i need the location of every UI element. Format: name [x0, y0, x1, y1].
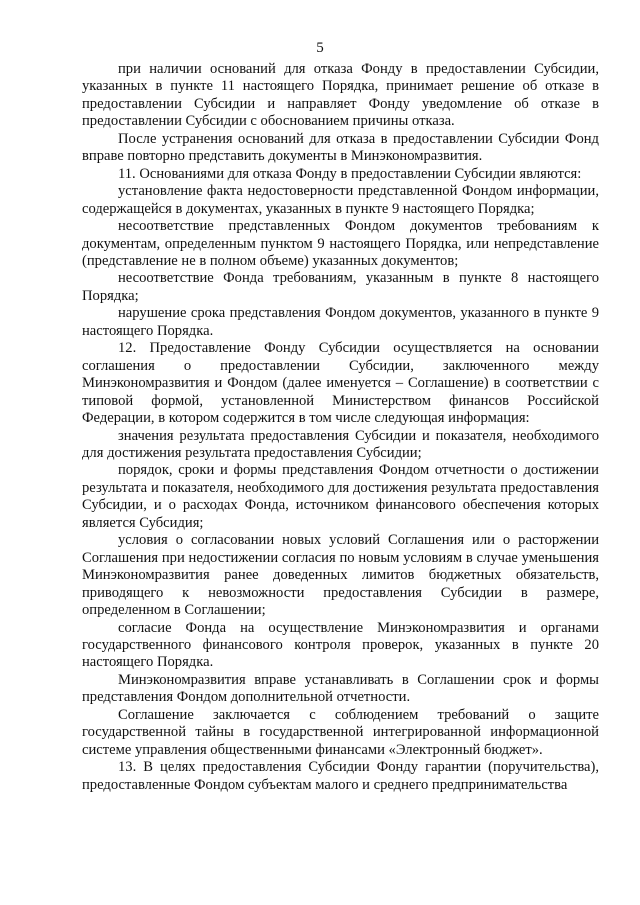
- paragraph-section-12-agreement: 12. Предоставление Фонду Субсидии осуществляется на основании соглашения о предоставлении Субсидии, заключенного между Минэкономразвития и Фондом (далее именуется – Соглашение) в соответствии с типовой формой, установленной Министерством финансов Российской Федерации, в котором содержится в том числе следующая информация:: [82, 340, 599, 427]
- paragraph-agreement-new-terms: условия о согласовании новых условий Соглашения или о расторжении Соглашения при недостижении согласия по новым условиям в случае уменьшения Минэкономразвития ранее доведенных лимитов бюджетных обязательств, приводящего к невозможности предоставления Субсидии в размере, определенном в Соглашении;: [82, 532, 599, 619]
- document-body: [82, 61, 599, 794]
- page-number: 5: [316, 40, 324, 56]
- paragraph-section-13-guarantees: 13. В целях предоставления Субсидии Фонду гарантии (поручительства), предоставленные Фондом субъектам малого и среднего предпринимательства: [82, 759, 599, 793]
- paragraph-ground-unreliable-info: установление факта недостоверности представленной Фондом информации, содержащейся в документах, указанных в пункте 9 настоящего Порядка;: [82, 183, 599, 217]
- paragraph-ground-documents-mismatch: несоответствие представленных Фондом документов требованиям к документам, определенным пунктом 9 настоящего Порядка, или непредставление (представление не в полном объеме) указанных документов;: [82, 218, 599, 269]
- paragraph-agreement-result-values: значения результата предоставления Субсидии и показателя, необходимого для достижения результата предоставления Субсидии;: [82, 427, 599, 461]
- paragraph-agreement-audit-consent: согласие Фонда на осуществление Минэкономразвития и органами государственного финансового контроля проверок, указанных в пункте 20 настоящего Порядка.: [82, 619, 599, 671]
- paragraph-additional-reporting: Минэкономразвития вправе устанавливать в Соглашении срок и формы представления Фондом дополнительной отчетности.: [82, 671, 599, 706]
- paragraph-state-secret: Соглашение заключается с соблюдением требований о защите государственной тайны в государственной интегрированной информационной системе управления общественными финансами «Электронный бюджет».: [82, 706, 599, 758]
- paragraph-section-11-intro: 11. Основаниями для отказа Фонду в предоставлении Субсидии являются:: [118, 165, 582, 182]
- paragraph-ground-fund-mismatch: несоответствие Фонда требованиям, указанным в пункте 8 настоящего Порядка;: [82, 270, 599, 304]
- paragraph-agreement-reporting: порядок, сроки и формы представления Фондом отчетности о достижении результата и показателя, необходимого для достижения результата предоставления Субсидии, и о расходах Фонда, источником финансового обеспечения которых является Субсидия;: [82, 462, 599, 531]
- paragraph-resubmission: После устранения оснований для отказа в предоставлении Субсидии Фонд вправе повторно представить документы в Минэкономразвития.: [82, 130, 599, 165]
- paragraph-decision-refusal: при наличии оснований для отказа Фонду в предоставлении Субсидии, указанных в пункте 11 настоящего Порядка, принимает решение об отказе в предоставлении Субсидии и направляет Фонду уведомление об отказе в предоставлении Субсидии с обоснованием причины отказа.: [82, 61, 599, 130]
- paragraph-ground-deadline-violation: нарушение срока представления Фондом документов, указанного в пункте 9 настоящего Порядка.: [82, 305, 599, 339]
